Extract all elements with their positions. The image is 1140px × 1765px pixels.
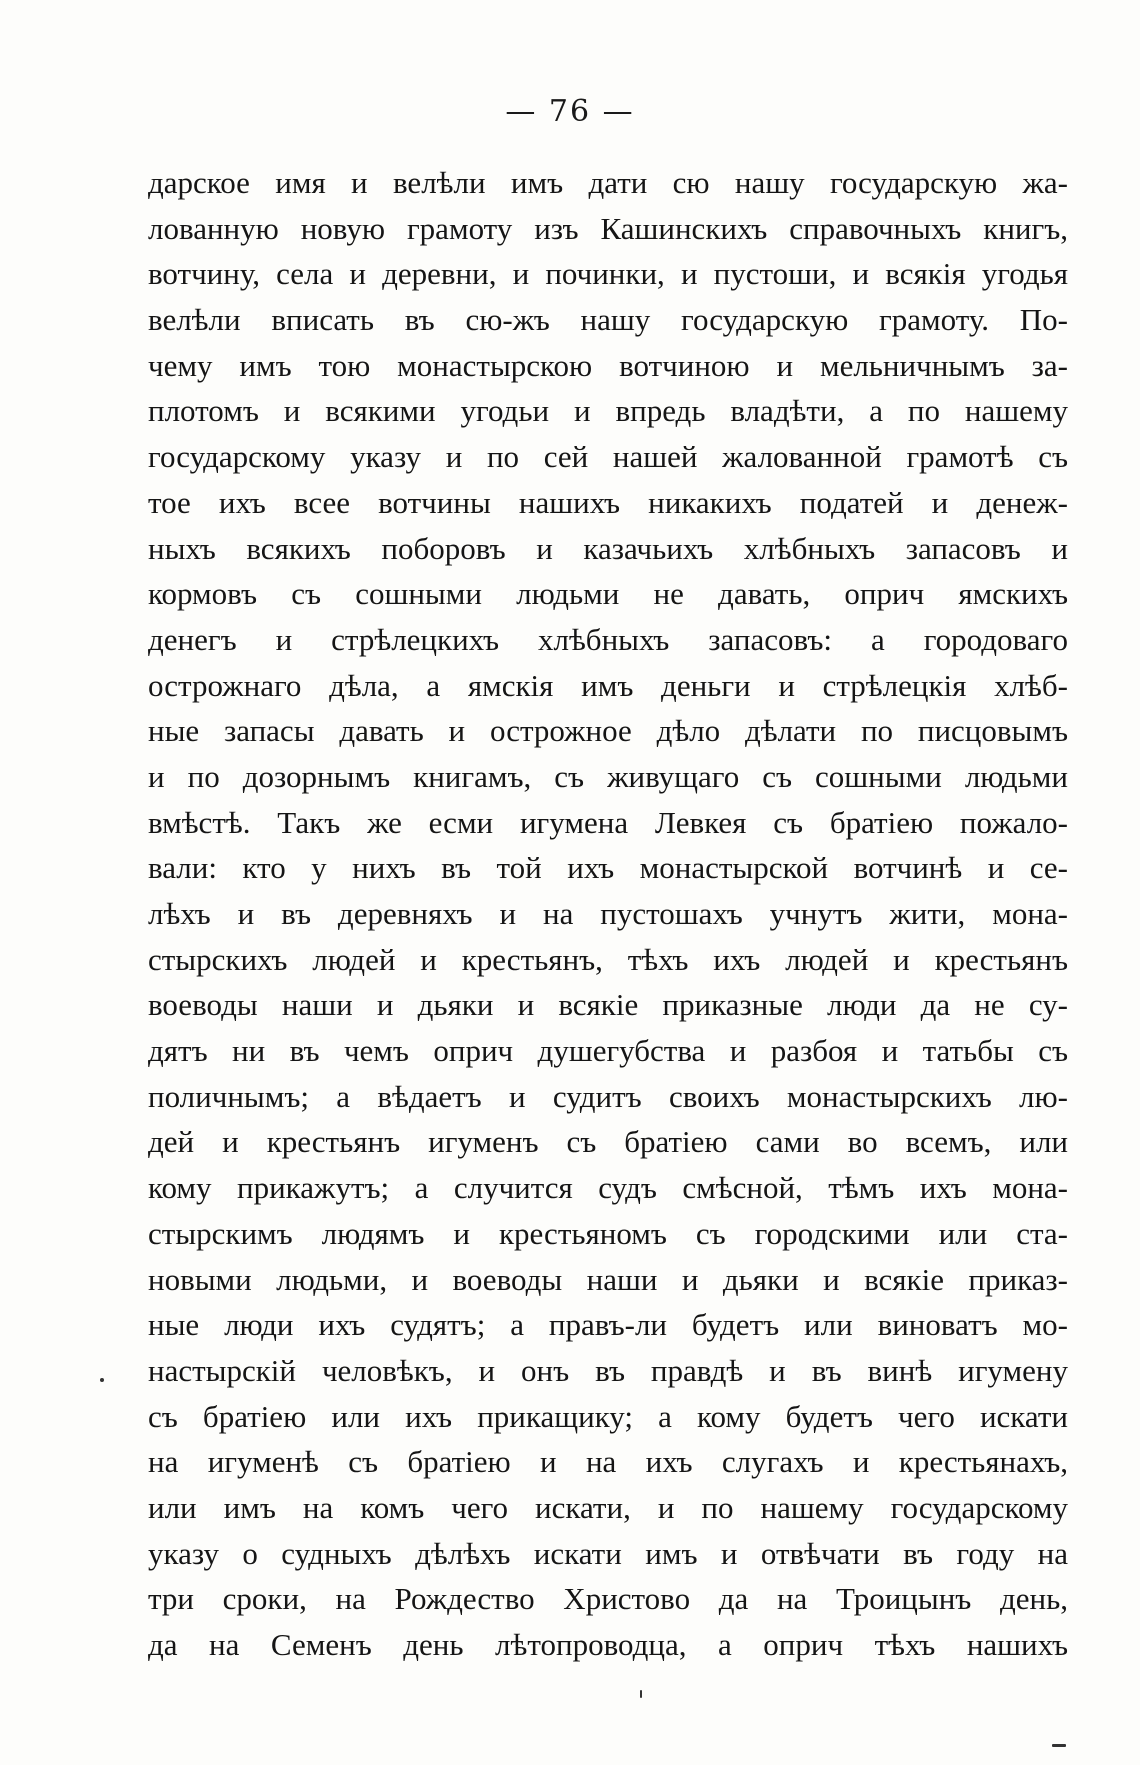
text-line: кормовъ съ сошными людьми не давать, оприч ямскихъ	[148, 576, 1068, 612]
text-line: поличнымъ; а вѣдаетъ и судитъ своихъ монастырскихъ лю-	[148, 1078, 1068, 1114]
text-line: денегъ и стрѣлецкихъ хлѣбныхъ запасовъ: а городоваго	[148, 621, 1068, 657]
text-line: да на Семенъ день лѣтопроводца, а оприч тѣхъ нашихъ	[148, 1627, 1068, 1662]
text-line: острожнаго дѣла, а ямскія имъ деньги и стрѣлецкія хлѣб-	[148, 667, 1068, 703]
text-line: плотомъ и всякими угодьи и впредь владѣти, а по нашему	[148, 393, 1068, 429]
text-line: велѣли вписать въ сю-жъ нашу государскую грамоту. По-	[148, 302, 1068, 338]
text-line: ные люди ихъ судятъ; а правъ-ли будетъ или виноватъ мо-	[148, 1307, 1068, 1343]
text-line: и по дозорнымъ книгамъ, съ живущаго съ сошными людьми	[148, 758, 1068, 794]
text-line: тое ихъ всее вотчины нашихъ никакихъ податей и денеж-	[148, 484, 1068, 520]
scan-speck	[640, 1690, 642, 1698]
text-line: чему имъ тою монастырскою вотчиною и мельничнымъ за-	[148, 347, 1068, 383]
text-line: вали: кто у нихъ въ той ихъ монастырской вотчинѣ и се-	[148, 850, 1068, 886]
text-line: лѣхъ и въ деревняхъ и на пустошахъ учнутъ жити, мона-	[148, 896, 1068, 931]
text-line: вмѣстѣ. Такъ же есми игумена Левкея съ братіею пожало-	[148, 804, 1068, 840]
text-line: настырскій человѣкъ, и онъ въ правдѣ и въ винѣ игумену	[148, 1352, 1068, 1388]
text-line: дятъ ни въ чемъ оприч душегубства и разбоя и татьбы съ	[148, 1033, 1068, 1069]
text-line: новыми людьми, и воеводы наши и дьяки и всякіе приказ-	[148, 1261, 1068, 1297]
text-line: съ братіею или ихъ прикащику; а кому будетъ чего искати	[148, 1398, 1068, 1434]
text-line: лованную новую грамоту изъ Кашинскихъ справочныхъ книгъ,	[148, 210, 1068, 246]
scan-speck	[100, 1378, 104, 1382]
page-number: — 76 —	[505, 94, 635, 129]
text-line: ные запасы давать и острожное дѣло дѣлати по писцовымъ	[148, 713, 1068, 749]
text-line: три сроки, на Рождество Христово да на Троицынъ день,	[148, 1581, 1068, 1617]
text-line: указу о судныхъ дѣлѣхъ искати имъ и отвѣчати въ году на	[148, 1535, 1068, 1571]
text-line: стырскимъ людямъ и крестьяномъ съ городскими или ста-	[148, 1215, 1068, 1251]
scan-speck	[1052, 1744, 1066, 1747]
text-line: воеводы наши и дьяки и всякіе приказные люди да не су-	[148, 987, 1068, 1023]
body-text	[148, 160, 1068, 1668]
text-line: государскому указу и по сей нашей жалованной грамотѣ съ	[148, 439, 1068, 475]
text-line: или имъ на комъ чего искати, и по нашему государскому	[148, 1489, 1068, 1525]
text-line: стырскихъ людей и крестьянъ, тѣхъ ихъ людей и крестьянъ	[148, 941, 1068, 977]
text-line: дарское имя и велѣли имъ дати сю нашу государскую жа-	[148, 165, 1068, 200]
text-line: ныхъ всякихъ поборовъ и казачьихъ хлѣбныхъ запасовъ и	[148, 530, 1068, 566]
text-line: на игуменѣ съ братіею и на ихъ слугахъ и крестьянахъ,	[148, 1444, 1068, 1480]
text-line: вотчину, села и деревни, и починки, и пустоши, и всякія угодья	[148, 256, 1068, 292]
text-line: дей и крестьянъ игуменъ съ братіею сами во всемъ, или	[148, 1124, 1068, 1160]
text-line: кому прикажутъ; а случится судъ смѣсной, тѣмъ ихъ мона-	[148, 1170, 1068, 1206]
